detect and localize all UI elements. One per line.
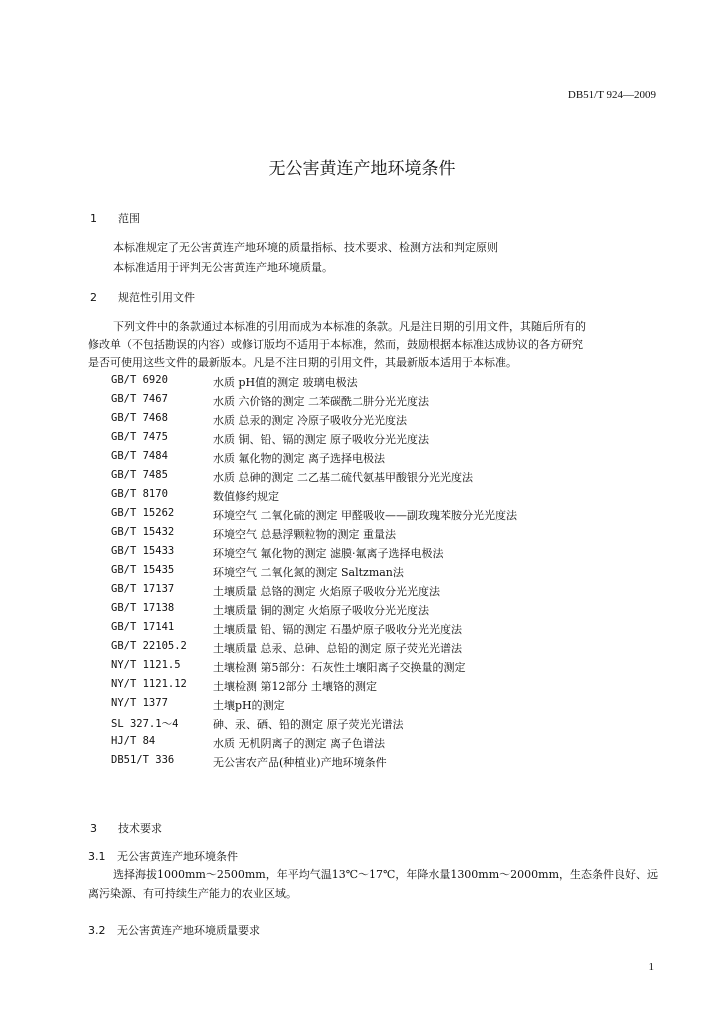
reference-title: 土壤质量 铜的测定 火焰原子吸收分光光度法	[213, 604, 429, 617]
paragraph-line: 选择海拔1000mm～2500mm，年平均气温13℃～17℃，年降水量1300mm～2000mm，生态条件良好、远	[113, 868, 659, 881]
reference-code: GB/T 6920	[111, 374, 168, 386]
reference-code: GB/T 7468	[111, 412, 168, 424]
reference-title: 土壤质量 总铬的测定 火焰原子吸收分光光度法	[213, 585, 440, 598]
paragraph-line: 是否可使用这些文件的最新版本。凡是不注日期的引用文件，其最新版本适用于本标准。	[88, 356, 517, 369]
section-title: 范围	[118, 212, 140, 225]
section-title: 规范性引用文件	[118, 291, 195, 304]
reference-code: GB/T 17138	[111, 602, 175, 614]
reference-title: 环境空气 总悬浮颗粒物的测定 重量法	[213, 528, 396, 541]
section-2-heading	[90, 289, 195, 305]
subsection-3-2-heading	[88, 922, 260, 938]
reference-title: 水质 氟化物的测定 离子选择电极法	[213, 452, 385, 465]
reference-title: 数值修约规定	[213, 490, 279, 503]
reference-title: 水质 六价铬的测定 二苯碳酰二肼分光光度法	[213, 395, 429, 408]
paragraph-line: 离污染源、有可持续生产能力的农业区域。	[88, 887, 297, 900]
section-3-heading	[90, 820, 162, 836]
reference-code: GB/T 7484	[111, 450, 168, 462]
reference-code: GB/T 7475	[111, 431, 168, 443]
paragraph-line: 修改单（不包括勘误的内容）或修订版均不适用于本标准，然而，鼓励根据本标准达成协议的各方研究	[88, 338, 583, 351]
reference-code: DB51/T 336	[111, 754, 175, 766]
reference-code: GB/T 15435	[111, 564, 175, 576]
reference-code: NY/T 1121.12	[111, 678, 187, 690]
subsection-3-1-heading	[88, 848, 238, 864]
paragraph: 本标准适用于评判无公害黄连产地环境质量。	[113, 261, 333, 274]
reference-title: 水质 总砷的测定 二乙基二硫代氨基甲酸银分光光度法	[213, 471, 473, 484]
section-number: 1	[90, 212, 97, 225]
reference-code: GB/T 7467	[111, 393, 168, 405]
reference-title: 环境空气 二氧化硫的测定 甲醛吸收——副玫瑰苯胺分光光度法	[213, 509, 517, 522]
reference-title: 土壤pH的测定	[213, 699, 285, 712]
reference-code: GB/T 15432	[111, 526, 175, 538]
reference-code: GB/T 15262	[111, 507, 175, 519]
reference-code: GB/T 17141	[111, 621, 175, 633]
reference-title: 砷、汞、硒、铅的测定 原子荧光光谱法	[213, 718, 404, 731]
document-number: DB51/T 924—2009	[567, 89, 656, 101]
document-title: 无公害黄连产地环境条件	[268, 159, 456, 179]
reference-title: 无公害农产品(种植业)产地环境条件	[213, 756, 387, 769]
reference-title: 水质 pH值的测定 玻璃电极法	[213, 376, 358, 389]
reference-code: GB/T 7485	[111, 469, 168, 481]
subsection-number: 3.2	[88, 924, 106, 937]
reference-code: GB/T 22105.2	[111, 640, 187, 652]
section-number: 3	[90, 822, 97, 835]
reference-code: GB/T 17137	[111, 583, 175, 595]
section-number: 2	[90, 291, 97, 304]
reference-title: 土壤检测 第12部分 土壤铬的测定	[213, 680, 377, 693]
reference-title: 土壤检测 第5部分：石灰性土壤阳离子交换量的测定	[213, 661, 466, 674]
reference-title: 土壤质量 铅、镉的测定 石墨炉原子吸收分光光度法	[213, 623, 462, 636]
paragraph: 本标准规定了无公害黄连产地环境的质量指标、技术要求、检测方法和判定原则	[113, 241, 498, 254]
reference-title: 水质 铜、铅、镉的测定 原子吸收分光光度法	[213, 433, 429, 446]
section-1-heading	[90, 210, 140, 226]
reference-code: SL 327.1～4	[111, 718, 179, 730]
page-number: 1	[648, 961, 654, 973]
section-title: 技术要求	[118, 822, 162, 835]
subsection-title: 无公害黄连产地环境条件	[117, 850, 238, 863]
reference-code: NY/T 1377	[111, 697, 168, 709]
reference-title: 环境空气 二氧化氮的测定 Saltzman法	[213, 566, 404, 579]
reference-code: HJ/T 84	[111, 735, 156, 747]
reference-title: 环境空气 氟化物的测定 滤膜·氟离子选择电极法	[213, 547, 444, 560]
reference-code: GB/T 15433	[111, 545, 175, 557]
reference-title: 土壤质量 总汞、总砷、总铅的测定 原子荧光光谱法	[213, 642, 462, 655]
subsection-number: 3.1	[88, 850, 106, 863]
paragraph-line: 下列文件中的条款通过本标准的引用而成为本标准的条款。凡是注日期的引用文件，其随后所有的	[113, 320, 586, 333]
reference-list	[111, 374, 671, 774]
reference-title: 水质 总汞的测定 冷原子吸收分光光度法	[213, 414, 407, 427]
reference-title: 水质 无机阴离子的测定 离子色谱法	[213, 737, 385, 750]
reference-code: GB/T 8170	[111, 488, 168, 500]
subsection-title: 无公害黄连产地环境质量要求	[117, 924, 260, 937]
reference-code: NY/T 1121.5	[111, 659, 181, 671]
